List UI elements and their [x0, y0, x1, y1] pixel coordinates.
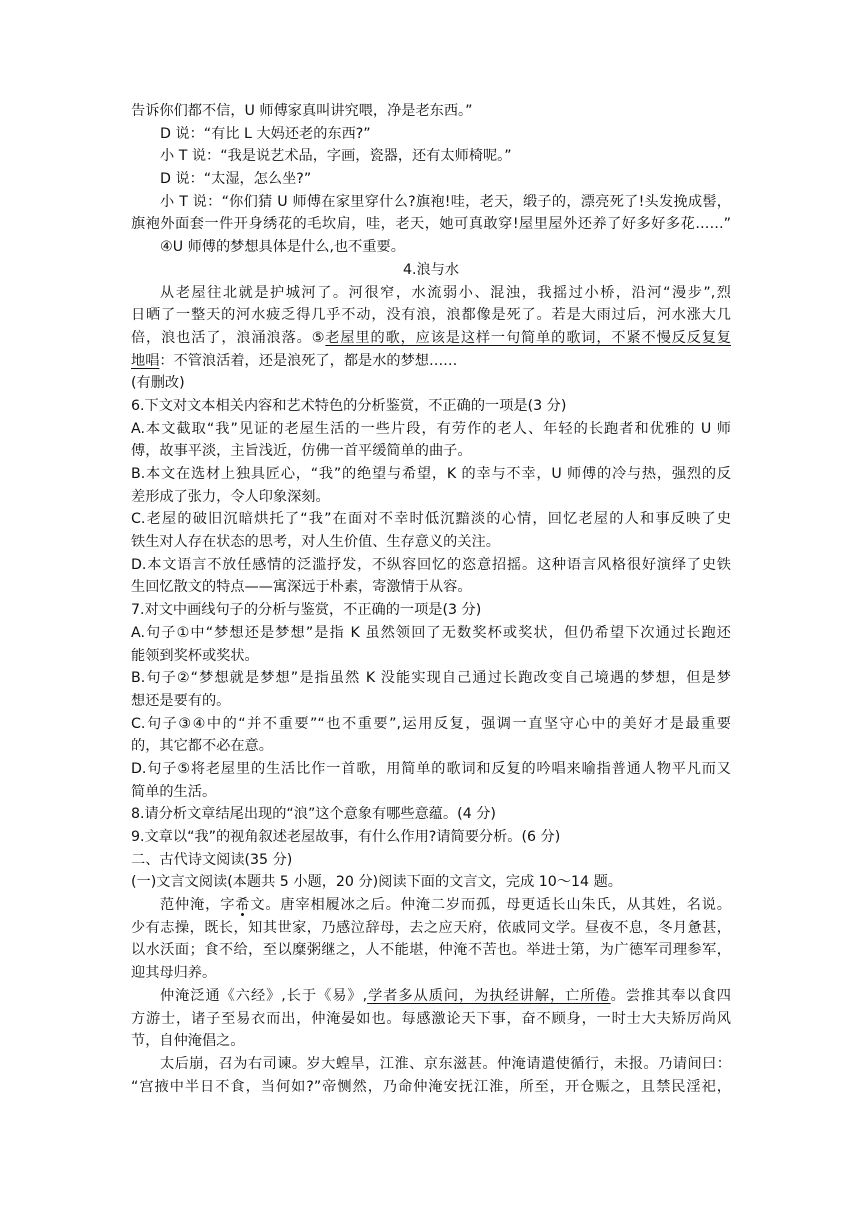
question-6: 6.下文对文本相关内容和艺术特色的分析鉴赏，不正确的一项是(3 分) [131, 397, 567, 414]
text-segment: 文。唐宰相履冰之后。仲淹二岁而孤，母更适长山朱氏，从其姓，名说。 [250, 897, 731, 914]
text-line: 方游士，诸子至易衣而出，仲淹晏如也。每感激论天下事，奋不顾身，一时士大夫矫厉尚风 [131, 1010, 731, 1027]
option-line: 能领到奖杯或奖状。 [131, 647, 259, 664]
option-line: B.句子②“梦想就是梦想”是指虽然 K 没能实现自己通过长跑改变自己境遇的梦想，但是梦 [131, 670, 731, 687]
source-note: (有删改) [131, 375, 185, 392]
text-line: 告诉你们都不信，U 师傅家真叫讲究喂，净是老东西。” [131, 103, 473, 119]
dotted-character: 希 [235, 897, 251, 914]
option-line: D.本文语言不放任感情的泛滥抒发，不纵容回忆的恣意招摇。这种语言风格很好演绎了史铁 [131, 556, 731, 573]
option-line: 差形成了张力，令人印象深刻。 [131, 488, 330, 505]
option-line: D.句子⑤将老屋里的生活比作一首歌，用简单的歌词和反复的吟唱来喻指普通人物平凡而又 [131, 760, 731, 777]
text-line: 从老屋往北就是护城河了。河很窄，水流弱小、混浊，我摇过小桥，沿河“漫步”,烈 [160, 284, 731, 301]
text-line: 节，自仲淹倡之。 [131, 1033, 245, 1050]
section-heading: 4.浪与水 [402, 261, 460, 278]
text-line [131, 894, 731, 917]
text-line: ④U 师傅的梦想具体是什么,也不重要。 [160, 239, 405, 256]
option-line: B.本文在选材上独具匠心，“我”的绝望与希望，K 的幸与不幸，U 师傅的冷与热，强烈的反 [131, 466, 731, 482]
text-line: 以水沃面；食不给，至以糜粥继之，人不能堪，仲淹不苦也。举进士第，为广德军司理参军， [131, 942, 731, 959]
option-line: C.老屋的破旧沉暗烘托了“我”在面对不幸时低沉黯淡的心情，回忆老屋的人和事反映了史 [131, 511, 731, 528]
text-line: 小 T 说：“你们猜 U 师傅在家里穿什么?旗袍!哇，老天，缎子的，漂亮死了!头发挽成髻， [160, 193, 731, 210]
underlined-sentence: 学者多从质问，为执经讲解，亡所倦 [367, 987, 611, 1004]
underlined-sentence: 老屋里的歌，应该是这样一句简单的歌词，不紧不慢反反复复 [325, 329, 731, 346]
text-line: 太后崩，召为右司谏。岁大蝗旱，江淮、京东滋甚。仲淹请遣使循行，未报。乃请间曰： [160, 1055, 731, 1072]
question-7: 7.对文中画线句子的分析与鉴赏，不正确的一项是(3 分) [131, 602, 482, 619]
option-line: 生回忆散文的特点——寓深远于朴素，寄激情于从容。 [131, 579, 472, 596]
text-line [131, 327, 731, 350]
text-line [131, 985, 731, 1008]
text-line: “宫掖中半日不食，当何如?”帝恻然，乃命仲淹安抚江淮，所至，开仓赈之，且禁民淫祀， [131, 1078, 731, 1095]
section-title: 二、古代诗文阅读(35 分) [131, 851, 293, 868]
text-segment: 倍，浪也活了，浪涌浪落。⑤ [131, 329, 326, 346]
text-segment: 仲淹泛通《六经》,长于《易》, [160, 987, 368, 1004]
option-line: A.本文截取“我”见证的老屋生活的一些片段，有劳作的老人、年轻的长跑者和优雅的 U 师 [131, 420, 731, 437]
option-line: 铁生对人存在状态的思考，对人生价值、生存意义的关注。 [131, 534, 500, 551]
text-line: 小 T 说：“我是说艺术品，字画，瓷器，还有太师椅呢。” [160, 148, 512, 165]
option-line: 想还是要有的。 [131, 692, 231, 709]
text-line: 迎其母归养。 [131, 965, 217, 982]
text-segment: ：不管浪活着，还是浪死了，都是水的梦想…… [159, 352, 458, 369]
option-line: 简单的生活。 [131, 783, 217, 800]
option-line: A.句子①中“梦想还是梦想”是指 K 虽然领回了无数奖杯或奖状，但仍希望下次通过长跑还 [131, 624, 731, 641]
question-9: 9.文章以“我”的视角叙述老屋故事，有什么作用?请简要分析。(6 分) [131, 829, 561, 845]
text-line: 少有志操，既长，知其世家，乃感泣辞母，去之应天府，依戚同文学。昼夜不息，冬月惫甚， [131, 919, 731, 936]
underlined-sentence: 地唱 [131, 352, 160, 369]
option-line: 的，其它都不必在意。 [131, 738, 273, 755]
text-segment: 范仲淹，字 [160, 897, 236, 914]
question-8: 8.请分析文章结尾出现的“浪”这个意象有哪些意蕴。(4 分) [131, 806, 496, 823]
subsection-title: (一)文言文阅读(本题共 5 小题，20 分)阅读下面的文言文，完成 10～14 题。 [131, 874, 622, 891]
option-line: C.句子③④中的“并不重要”“也不重要”,运用反复，强调一直坚守心中的美好才是最重要 [131, 715, 731, 732]
text-line [131, 350, 731, 373]
text-line: D 说：“有比 L 大妈还老的东西?” [160, 125, 371, 142]
text-line: 旗袍外面套一件开身绣花的毛坎肩，哇，老天，她可真敢穿!屋里屋外还养了好多好多花……” [131, 216, 731, 233]
text-line: D 说：“太湿，怎么坐?” [160, 171, 312, 188]
text-line: 日晒了一整天的河水疲乏得几乎不动，没有浪，浪都像是死了。若是大雨过后，河水涨大几 [131, 307, 731, 324]
text-segment: 。尝推其奉以食四 [610, 987, 731, 1004]
document-body [131, 100, 731, 1098]
option-line: 傅，故事平淡，主旨浅近，仿佛一首平缓简单的曲子。 [131, 443, 472, 460]
